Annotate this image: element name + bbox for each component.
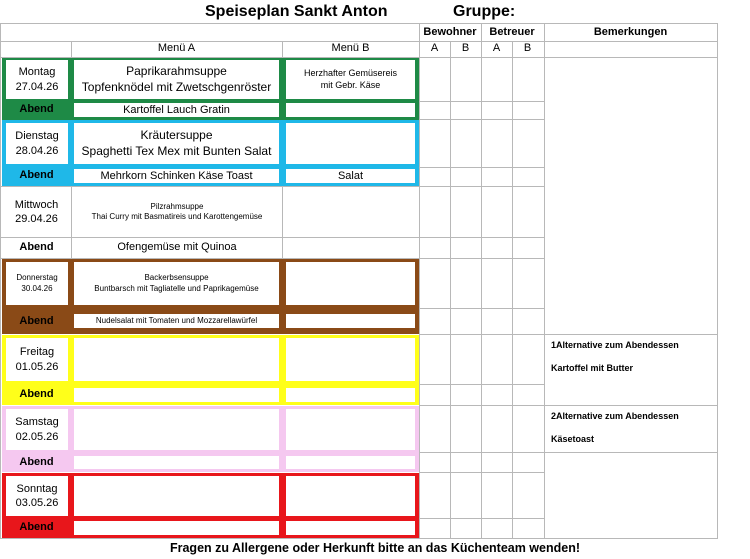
day-name: Montag	[18, 66, 56, 79]
menu-a-cell	[74, 476, 279, 516]
menu-b-cell	[286, 123, 415, 164]
betreuer-header: Betreuer	[489, 25, 535, 38]
bewohner-a-header: A	[430, 42, 439, 55]
abend-b-cell	[286, 521, 415, 535]
day-date: 03.05.26	[15, 497, 59, 509]
menu-b-cell	[286, 476, 415, 516]
menu-a-cell: Kräutersuppe Spaghetti Tex Mex mit Bunten Salat	[74, 123, 279, 164]
day-label	[6, 409, 68, 450]
day-date: 28.04.26	[15, 144, 59, 157]
day-label	[6, 476, 68, 516]
abend-label: Abend	[19, 388, 54, 401]
abend-a-cell	[74, 388, 279, 402]
day-label	[6, 338, 68, 381]
abend-b-cell	[286, 314, 415, 328]
abend-a-cell	[74, 456, 279, 469]
abend-label: Abend	[19, 103, 54, 116]
alt2-value: Käsetoast	[551, 434, 595, 444]
abend-b-cell	[286, 388, 415, 402]
day-date: 27.04.26	[15, 80, 59, 93]
abend-label: Abend	[19, 169, 54, 182]
day-label	[6, 60, 68, 99]
abend-label: Abend	[19, 240, 54, 253]
day-label	[3, 188, 70, 236]
abend-b-cell	[284, 238, 417, 257]
abend-b-cell	[286, 103, 415, 117]
bemerkungen-header: Bemerkungen	[593, 25, 668, 38]
abend-a-cell: Ofengemüse mit Quinoa	[72, 238, 282, 257]
day-name: Dienstag	[15, 130, 59, 143]
menu-a-cell: Paprikarahmsuppe Topfenknödel mit Zwetschgenröster	[74, 60, 279, 99]
day-label	[6, 123, 68, 164]
day-date: 29.04.26	[15, 213, 58, 225]
menu-a-cell: Pilzrahmsuppe Thai Curry mit Basmatireis und Karottengemüse	[72, 188, 282, 236]
page-title: Speiseplan Sankt Anton	[205, 3, 388, 20]
day-name: Sonntag	[16, 482, 58, 495]
alt1-title: 1Alternative zum Abendessen	[551, 340, 679, 350]
footer-note: Fragen zu Allergene oder Herkunft bitte an das Küchenteam wenden!	[169, 541, 581, 556]
menu-b-cell	[284, 188, 417, 236]
abend-a-cell: Kartoffel Lauch Gratin	[74, 103, 279, 117]
menu-a-header: Menü A	[157, 42, 196, 55]
menu-b-header: Menü B	[331, 42, 370, 55]
betreuer-b-header: B	[523, 42, 532, 55]
abend-b-cell: Salat	[286, 169, 415, 183]
menu-b-cell	[286, 338, 415, 381]
day-date: 02.05.26	[15, 430, 59, 443]
abend-label: Abend	[19, 315, 54, 328]
abend-a-cell: Nudelsalat mit Tomaten und Mozzarellawürfel	[74, 314, 279, 328]
day-date: 30.04.26	[21, 283, 53, 293]
menu-b-cell	[286, 262, 415, 305]
menu-a-cell	[74, 409, 279, 450]
gruppe-label: Gruppe:	[453, 3, 516, 20]
betreuer-a-header: A	[492, 42, 501, 55]
alt1-value: Kartoffel mit Butter	[551, 363, 634, 373]
abend-label: Abend	[19, 521, 54, 534]
bewohner-header: Bewohner	[423, 25, 477, 38]
abend-a-cell: Mehrkorn Schinken Käse Toast	[74, 169, 279, 183]
menu-b-cell	[286, 409, 415, 450]
bewohner-b-header: B	[461, 42, 470, 55]
day-label	[6, 262, 68, 305]
day-name: Mittwoch	[14, 198, 59, 211]
menu-a-cell	[74, 338, 279, 381]
abend-label: Abend	[19, 455, 54, 468]
menu-b-cell: Herzhafter Gemüsereis mit Gebr. Käse	[286, 60, 415, 99]
day-name: Samstag	[15, 416, 59, 429]
day-date: 01.05.26	[15, 360, 59, 373]
menu-a-cell: Backerbsensuppe Buntbarsch mit Tagliatelle und Paprikagemüse	[74, 262, 279, 305]
abend-b-cell	[286, 456, 415, 469]
day-name: Donnerstag	[16, 273, 58, 283]
alt2-title: 2Alternative zum Abendessen	[551, 411, 679, 421]
abend-a-cell	[74, 521, 279, 535]
day-name: Freitag	[19, 346, 55, 359]
